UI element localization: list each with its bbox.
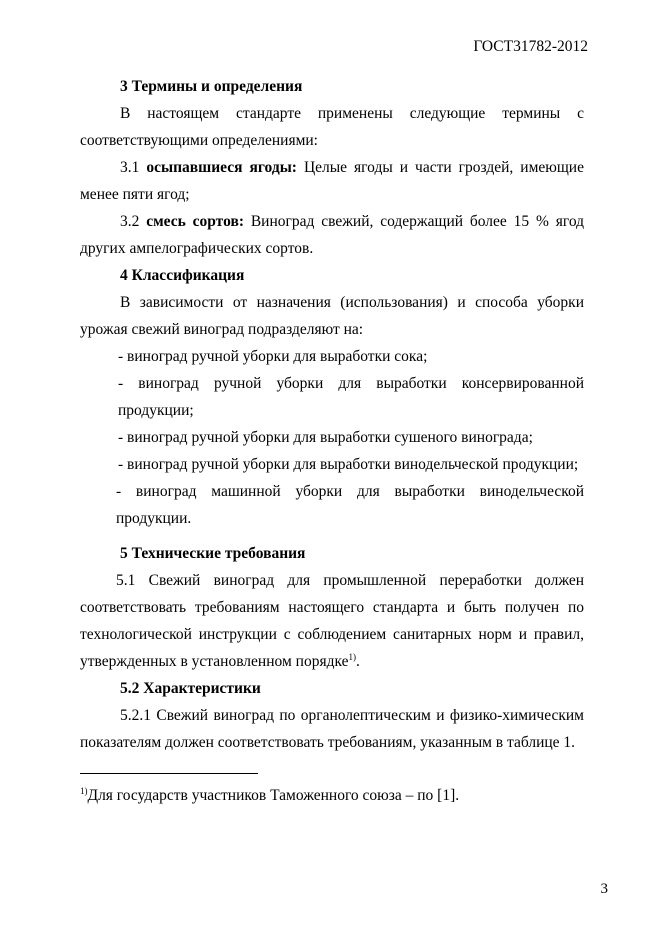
section-3-intro: В настоящем стандарте применены следующие термины с соответствующими определениями: bbox=[80, 105, 584, 149]
document-id-header: ГОСТ31782-2012 bbox=[473, 38, 588, 55]
section-5-1-text: 5.1 Свежий виноград для промышленной переработки должен соответствовать требованиям настоящего стандарта и быть получен по технологической инструкции с соблюдением санитарных норм и правил, утвержденных в установленном порядке bbox=[80, 572, 584, 670]
list-item: - виноград ручной уборки для выработки винодельческой продукции; bbox=[118, 456, 579, 473]
section-4-heading: 4 Классификация bbox=[120, 267, 245, 284]
term-3-2-name: смесь сортов: bbox=[146, 213, 244, 230]
section-5-2-heading: 5.2 Характеристики bbox=[120, 680, 261, 697]
list-item: - виноград ручной уборки для выработки консервированной продукции; bbox=[118, 375, 584, 419]
page-number: 3 bbox=[600, 881, 608, 897]
list-item: - виноград ручной уборки для выработки сока; bbox=[118, 348, 428, 365]
term-3-1-definition: Целые ягоды и части гроздей, имеющие менее пяти ягод; bbox=[80, 159, 584, 203]
list-item: - виноград ручной уборки для выработки сушеного винограда; bbox=[118, 429, 533, 446]
footnote-text: Для государств участников Таможенного союза – по [1]. bbox=[87, 787, 460, 804]
page-body bbox=[80, 73, 584, 756]
term-3-2 bbox=[80, 208, 584, 262]
section-5-2-1-paragraph: 5.2.1 Свежий виноград по органолептическим и физико-химическим показателям должен соответствовать требованиям, указанным в таблице 1. bbox=[80, 707, 584, 751]
term-3-1-number: 3.1 bbox=[120, 159, 147, 176]
footnote-reference: 1) bbox=[348, 651, 356, 662]
footnote-marker: 1) bbox=[80, 785, 88, 796]
section-5-1-end: . bbox=[356, 653, 360, 670]
list-item: - виноград машинной уборки для выработки винодельческой продукции. bbox=[116, 483, 584, 527]
section-5-1-paragraph bbox=[80, 567, 584, 675]
section-4-intro: В зависимости от назначения (использования) и способа уборки урожая свежий виноград подразделяют на: bbox=[80, 294, 584, 338]
section-5-heading: 5 Технические требования bbox=[120, 545, 306, 562]
term-3-1-name: осыпавшиеся ягоды: bbox=[146, 159, 297, 176]
section-3-heading: 3 Термины и определения bbox=[120, 78, 303, 95]
footnote bbox=[80, 786, 459, 806]
term-3-2-definition: Виноград свежий, содержащий более 15 % ягод других ампелографических сортов. bbox=[80, 213, 585, 257]
footnote-divider bbox=[80, 773, 258, 774]
term-3-2-number: 3.2 bbox=[120, 213, 147, 230]
term-3-1 bbox=[80, 154, 584, 208]
